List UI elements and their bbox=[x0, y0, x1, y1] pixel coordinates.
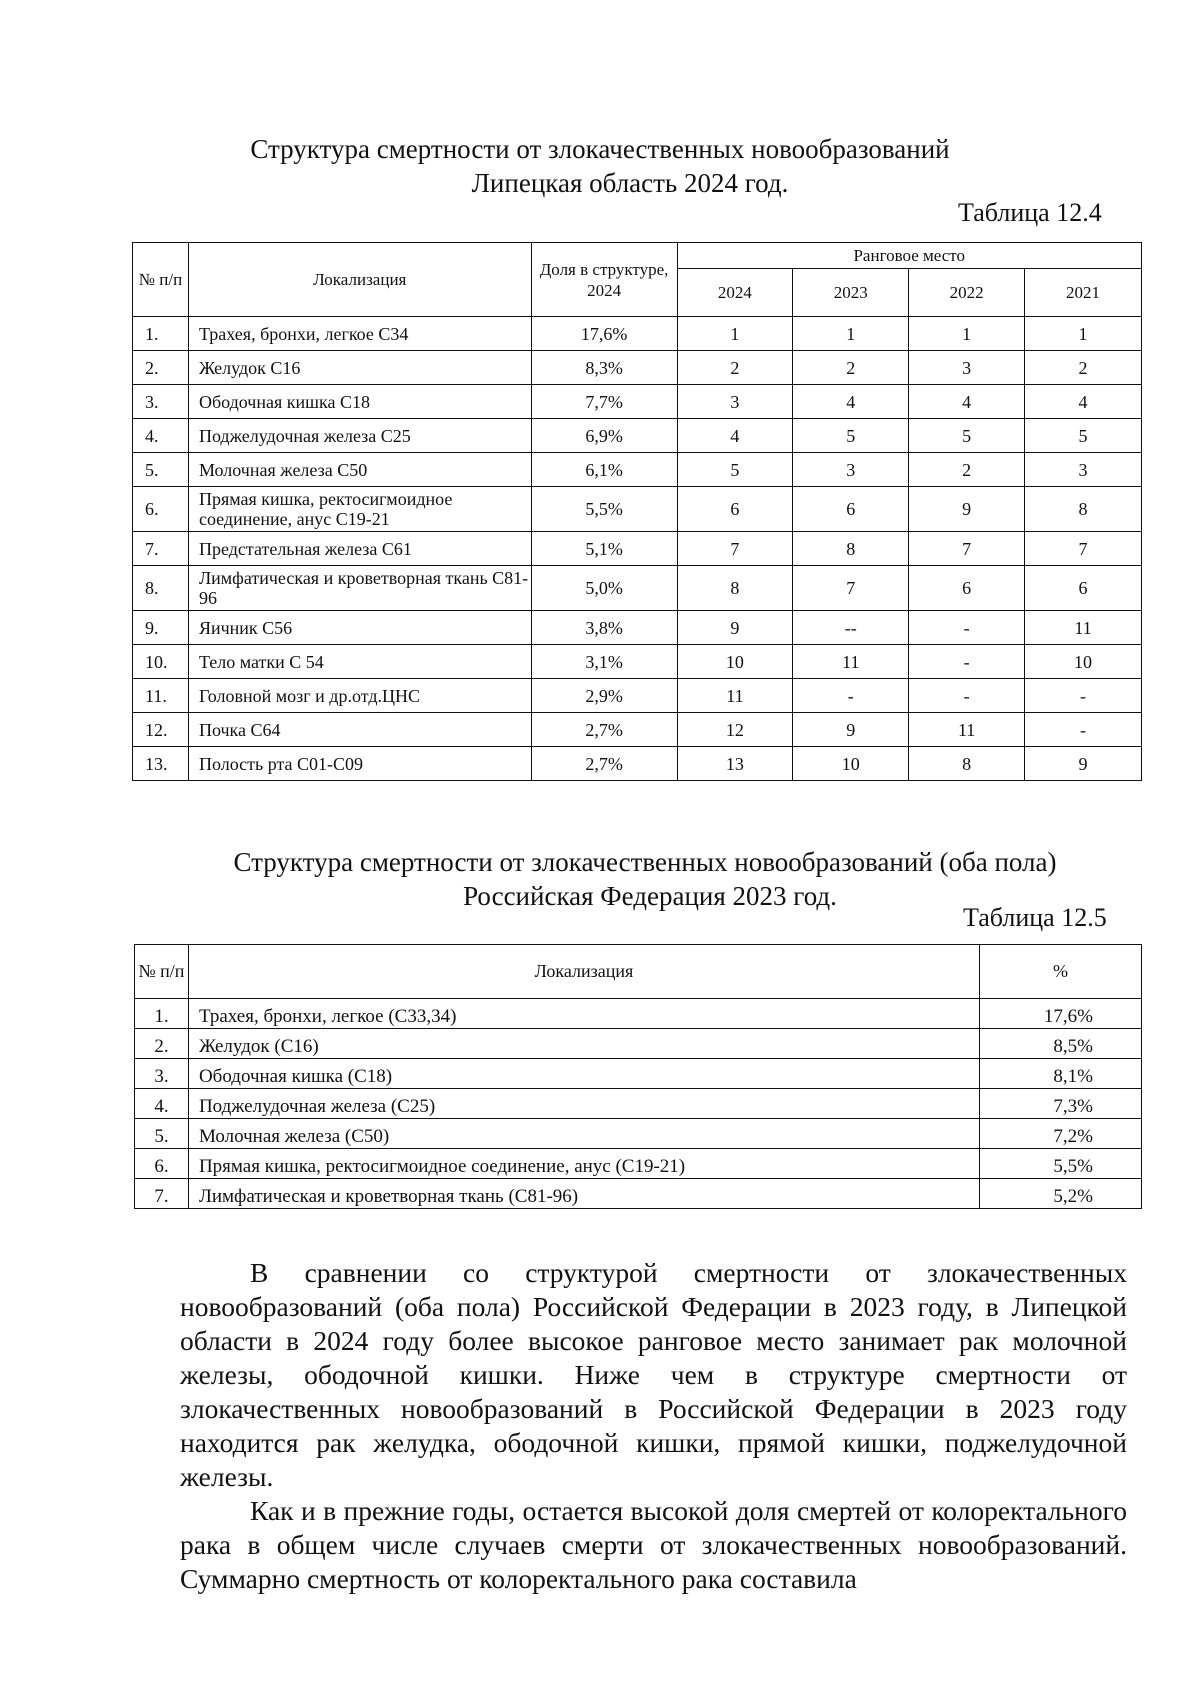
row-localization: Тело матки С 54 bbox=[188, 645, 531, 679]
table-row bbox=[133, 713, 1142, 747]
table-12-5 bbox=[134, 944, 1142, 1209]
row-number: 2. bbox=[135, 1029, 189, 1059]
row-number: 9. bbox=[133, 611, 189, 645]
row-rank-2022: 3 bbox=[909, 351, 1025, 385]
row-number: 4. bbox=[133, 419, 189, 453]
row-share: 6,9% bbox=[531, 419, 677, 453]
header-year: 2021 bbox=[1025, 269, 1142, 317]
row-localization: Желудок (С16) bbox=[188, 1029, 979, 1059]
row-rank-2021: 6 bbox=[1025, 566, 1142, 611]
row-number: 1. bbox=[133, 317, 189, 351]
table-row bbox=[133, 453, 1142, 487]
row-rank-2023: 5 bbox=[793, 419, 909, 453]
row-number: 12. bbox=[133, 713, 189, 747]
row-rank-2022: 2 bbox=[909, 453, 1025, 487]
row-rank-2024: 10 bbox=[677, 645, 793, 679]
row-rank-2021: 3 bbox=[1025, 453, 1142, 487]
row-share: 8,3% bbox=[531, 351, 677, 385]
row-localization: Молочная железа С50 bbox=[188, 453, 531, 487]
row-percent: 8,1% bbox=[980, 1059, 1142, 1089]
table-row bbox=[133, 611, 1142, 645]
row-rank-2024: 8 bbox=[677, 566, 793, 611]
row-rank-2023: 9 bbox=[793, 713, 909, 747]
row-rank-2024: 6 bbox=[677, 487, 793, 532]
row-rank-2021: - bbox=[1025, 713, 1142, 747]
row-localization: Яичник С56 bbox=[188, 611, 531, 645]
table-row bbox=[133, 747, 1142, 781]
row-number: 6. bbox=[133, 487, 189, 532]
table-row bbox=[135, 1149, 1142, 1179]
row-share: 17,6% bbox=[531, 317, 677, 351]
row-share: 5,1% bbox=[531, 532, 677, 566]
row-rank-2021: 11 bbox=[1025, 611, 1142, 645]
table1-number: Таблица 12.4 bbox=[958, 198, 1102, 227]
row-number: 6. bbox=[135, 1149, 189, 1179]
row-localization: Прямая кишка, ректосигмоидное соединение, анус С19-21 bbox=[188, 487, 531, 532]
row-rank-2023: 4 bbox=[793, 385, 909, 419]
row-rank-2021: 5 bbox=[1025, 419, 1142, 453]
table-row bbox=[133, 385, 1142, 419]
row-rank-2023: 11 bbox=[793, 645, 909, 679]
row-number: 2. bbox=[133, 351, 189, 385]
row-rank-2023: 7 bbox=[793, 566, 909, 611]
table1-title-line2: Липецкая область 2024 год. bbox=[471, 168, 789, 198]
row-percent: 8,5% bbox=[980, 1029, 1142, 1059]
row-rank-2022: 7 bbox=[909, 532, 1025, 566]
row-share: 5,0% bbox=[531, 566, 677, 611]
row-number: 11. bbox=[133, 679, 189, 713]
row-localization: Ободочная кишка С18 bbox=[188, 385, 531, 419]
table-row bbox=[133, 419, 1142, 453]
row-rank-2022: - bbox=[909, 679, 1025, 713]
row-rank-2024: 5 bbox=[677, 453, 793, 487]
table-row bbox=[135, 1089, 1142, 1119]
row-number: 1. bbox=[135, 999, 189, 1029]
row-rank-2023: 1 bbox=[793, 317, 909, 351]
row-localization: Трахея, бронхи, легкое С34 bbox=[188, 317, 531, 351]
row-rank-2023: 10 bbox=[793, 747, 909, 781]
row-number: 3. bbox=[135, 1059, 189, 1089]
row-number: 5. bbox=[133, 453, 189, 487]
row-percent: 7,2% bbox=[980, 1119, 1142, 1149]
header-percent: % bbox=[980, 945, 1142, 999]
row-share: 7,7% bbox=[531, 385, 677, 419]
row-rank-2023: 6 bbox=[793, 487, 909, 532]
row-rank-2021: 7 bbox=[1025, 532, 1142, 566]
row-share: 3,8% bbox=[531, 611, 677, 645]
table-row bbox=[133, 645, 1142, 679]
row-localization: Поджелудочная железа (С25) bbox=[188, 1089, 979, 1119]
row-rank-2023: - bbox=[793, 679, 909, 713]
row-percent: 17,6% bbox=[980, 999, 1142, 1029]
header-num: № п/п bbox=[135, 945, 189, 999]
row-percent: 5,5% bbox=[980, 1149, 1142, 1179]
row-rank-2024: 13 bbox=[677, 747, 793, 781]
row-number: 3. bbox=[133, 385, 189, 419]
row-rank-2022: 9 bbox=[909, 487, 1025, 532]
row-share: 2,9% bbox=[531, 679, 677, 713]
row-rank-2024: 2 bbox=[677, 351, 793, 385]
table-row bbox=[133, 679, 1142, 713]
row-rank-2022: - bbox=[909, 611, 1025, 645]
table-12-4 bbox=[132, 242, 1142, 781]
table-row bbox=[133, 351, 1142, 385]
table-row bbox=[135, 1119, 1142, 1149]
row-share: 6,1% bbox=[531, 453, 677, 487]
row-number: 4. bbox=[135, 1089, 189, 1119]
row-percent: 5,2% bbox=[980, 1179, 1142, 1209]
row-localization: Желудок С16 bbox=[188, 351, 531, 385]
header-year: 2023 bbox=[793, 269, 909, 317]
table-row bbox=[133, 317, 1142, 351]
row-rank-2021: 2 bbox=[1025, 351, 1142, 385]
row-rank-2023: 3 bbox=[793, 453, 909, 487]
table2-title-line2: Российская Федерация 2023 год. bbox=[463, 881, 837, 911]
row-share: 2,7% bbox=[531, 713, 677, 747]
header-localization: Локализация bbox=[188, 945, 979, 999]
row-rank-2023: 2 bbox=[793, 351, 909, 385]
row-rank-2021: - bbox=[1025, 679, 1142, 713]
row-rank-2022: - bbox=[909, 645, 1025, 679]
row-number: 7. bbox=[135, 1179, 189, 1209]
header-rank: Ранговое место bbox=[677, 243, 1142, 269]
row-rank-2024: 4 bbox=[677, 419, 793, 453]
row-number: 7. bbox=[133, 532, 189, 566]
row-localization: Прямая кишка, ректосигмоидное соединение, анус (С19-21) bbox=[188, 1149, 979, 1179]
row-rank-2024: 11 bbox=[677, 679, 793, 713]
row-localization: Полость рта С01-С09 bbox=[188, 747, 531, 781]
row-rank-2023: -- bbox=[793, 611, 909, 645]
row-localization: Поджелудочная железа С25 bbox=[188, 419, 531, 453]
row-share: 5,5% bbox=[531, 487, 677, 532]
row-rank-2024: 3 bbox=[677, 385, 793, 419]
table-row bbox=[135, 1059, 1142, 1089]
row-rank-2021: 9 bbox=[1025, 747, 1142, 781]
header-year: 2024 bbox=[677, 269, 793, 317]
row-rank-2021: 1 bbox=[1025, 317, 1142, 351]
paragraph-comparison: В сравнении со структурой смертности от злокачественных новообразований (оба пола) Российской Федерации в 2023 году, в Липецкой области в 2024 году более высокое ранговое место занимает рак молочной железы, ободочной кишки. Ниже чем в структуре смертности от злокачественных новообразований в Российской Федерации в 2023 году находится рак желудка, ободочной кишки, прямой кишки, поджелудочной железы. bbox=[180, 1257, 1127, 1492]
header-localization: Локализация bbox=[188, 243, 531, 317]
row-share: 2,7% bbox=[531, 747, 677, 781]
row-number: 10. bbox=[133, 645, 189, 679]
row-rank-2021: 8 bbox=[1025, 487, 1142, 532]
row-rank-2024: 1 bbox=[677, 317, 793, 351]
row-localization: Лимфатическая и кроветворная ткань (С81-96) bbox=[188, 1179, 979, 1209]
row-localization: Головной мозг и др.отд.ЦНС bbox=[188, 679, 531, 713]
row-number: 5. bbox=[135, 1119, 189, 1149]
row-localization: Молочная железа (С50) bbox=[188, 1119, 979, 1149]
row-rank-2022: 6 bbox=[909, 566, 1025, 611]
header-share: Доля в структуре, 2024 bbox=[531, 243, 677, 317]
row-number: 13. bbox=[133, 747, 189, 781]
table-row bbox=[135, 1179, 1142, 1209]
row-localization: Ободочная кишка (С18) bbox=[188, 1059, 979, 1089]
row-rank-2022: 1 bbox=[909, 317, 1025, 351]
row-rank-2023: 8 bbox=[793, 532, 909, 566]
row-localization: Лимфатическая и кроветворная ткань С81-96 bbox=[188, 566, 531, 611]
row-rank-2024: 9 bbox=[677, 611, 793, 645]
row-rank-2022: 8 bbox=[909, 747, 1025, 781]
paragraph-colorectal: Как и в прежние годы, остается высокой доля смертей от колоректального рака в общем числе случаев смерти от злокачественных новообразований. Суммарно смертность от колоректального рака составила bbox=[180, 1495, 1127, 1594]
row-rank-2021: 4 bbox=[1025, 385, 1142, 419]
row-rank-2022: 11 bbox=[909, 713, 1025, 747]
table2-number: Таблица 12.5 bbox=[963, 903, 1107, 932]
table-row bbox=[135, 1029, 1142, 1059]
table-row bbox=[133, 487, 1142, 532]
table-row bbox=[133, 532, 1142, 566]
table-row bbox=[133, 566, 1142, 611]
row-rank-2021: 10 bbox=[1025, 645, 1142, 679]
table-row bbox=[135, 999, 1142, 1029]
table2-title-line1: Структура смертности от злокачественных новообразований (оба пола) bbox=[233, 847, 1057, 877]
table1-title-line1: Структура смертности от злокачественных новообразований bbox=[250, 134, 950, 164]
row-number: 8. bbox=[133, 566, 189, 611]
row-rank-2024: 12 bbox=[677, 713, 793, 747]
row-rank-2022: 4 bbox=[909, 385, 1025, 419]
row-percent: 7,3% bbox=[980, 1089, 1142, 1119]
row-share: 3,1% bbox=[531, 645, 677, 679]
header-year: 2022 bbox=[909, 269, 1025, 317]
row-rank-2024: 7 bbox=[677, 532, 793, 566]
header-num: № п/п bbox=[133, 243, 189, 317]
row-localization: Почка С64 bbox=[188, 713, 531, 747]
row-localization: Трахея, бронхи, легкое (С33,34) bbox=[188, 999, 979, 1029]
row-localization: Предстательная железа С61 bbox=[188, 532, 531, 566]
row-rank-2022: 5 bbox=[909, 419, 1025, 453]
